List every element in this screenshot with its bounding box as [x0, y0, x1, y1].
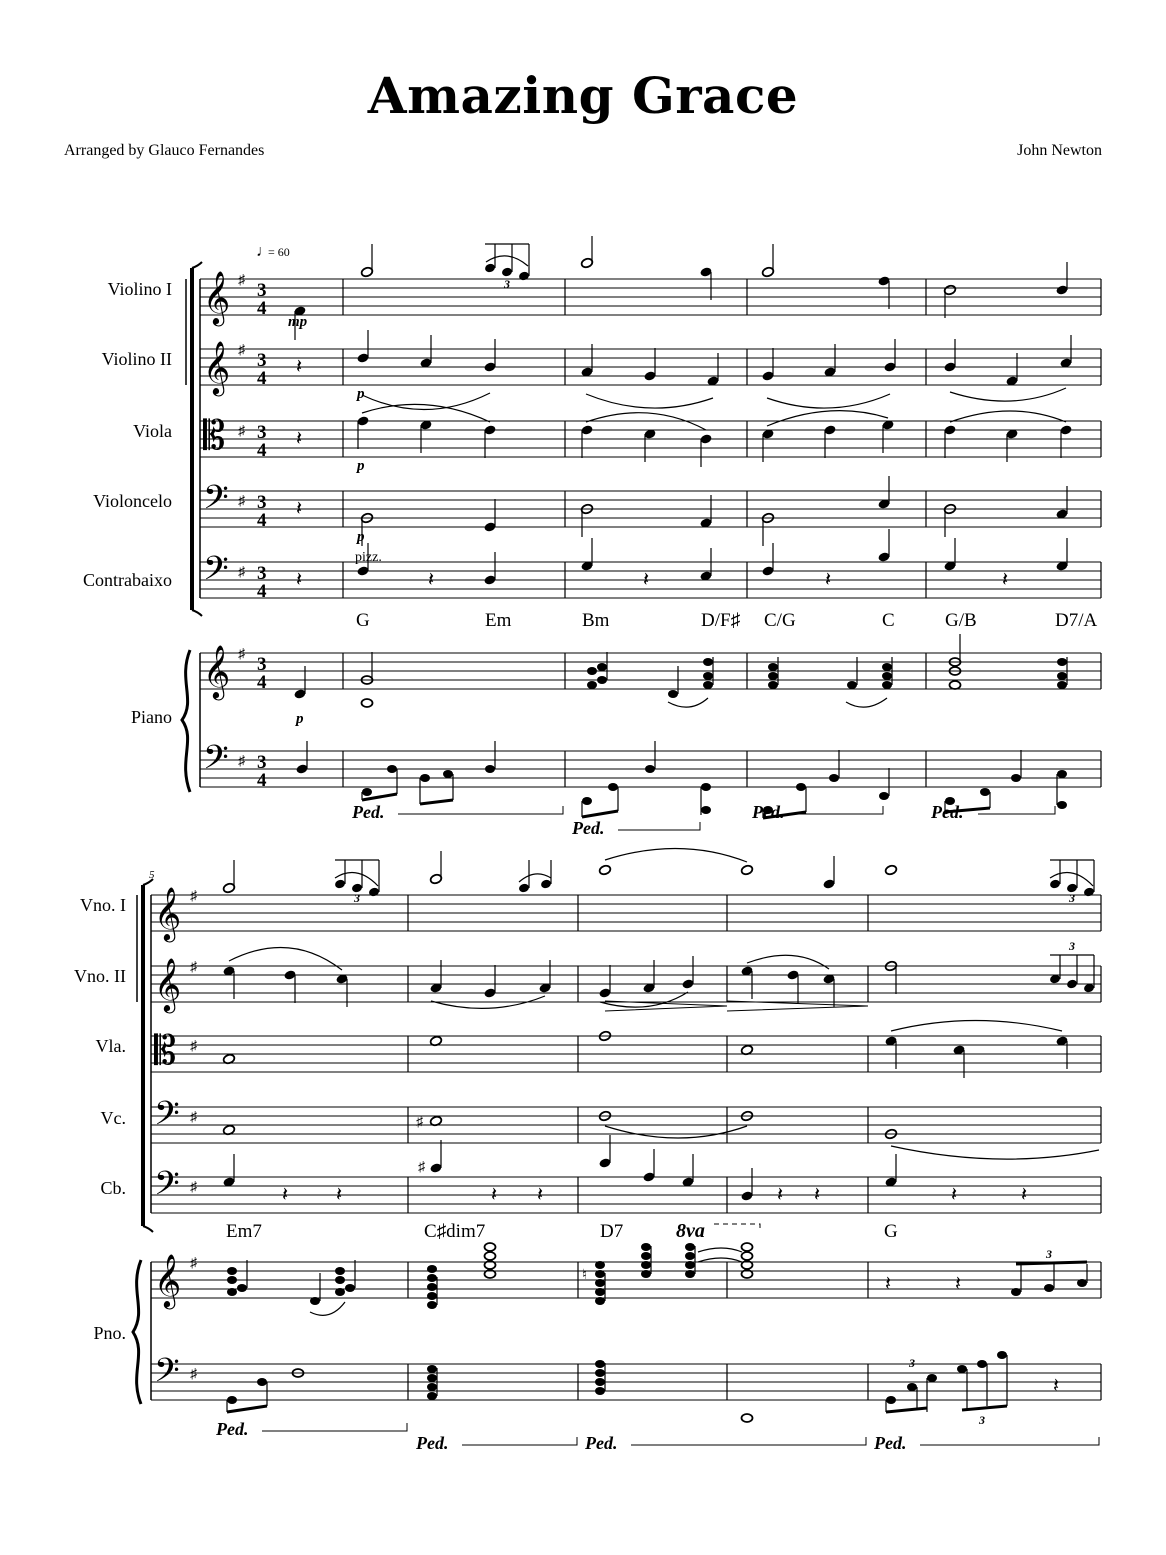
treble-clef-icon: 𝄞: [203, 342, 231, 393]
pedal-mark: Ped.: [874, 1433, 907, 1453]
bass-clef-icon: 𝄢: [154, 1165, 180, 1210]
time-sig-bottom: 4: [257, 440, 267, 461]
pedal-mark: Ped.: [416, 1433, 449, 1453]
quarter-rest-icon: 𝄽: [825, 569, 832, 591]
time-sig-top: 3: [257, 492, 267, 513]
tempo-marking: = 60: [268, 245, 290, 259]
stems-system-2: [227, 851, 1094, 1412]
sharp-icon: ♯: [238, 273, 245, 288]
sharp-icon: ♯: [190, 1039, 197, 1054]
sharp-icon: ♯: [190, 960, 197, 975]
natural-icon: ♮: [582, 1268, 588, 1283]
time-sig-top: 3: [257, 280, 267, 301]
quarter-rest-icon: 𝄽: [296, 569, 303, 591]
staff-short-viola: Vla.: [95, 1036, 126, 1056]
quarter-rest-icon: 𝄽: [1053, 1375, 1060, 1397]
ottava-bracket: [714, 1224, 760, 1232]
quarter-rest-icon: 𝄽: [491, 1184, 498, 1206]
noteheads-filled-system-2: [222, 878, 1095, 1404]
ottava-marking: 8va: [676, 1220, 705, 1242]
time-sig-bottom: 4: [257, 510, 267, 531]
arranger-credit: Arranged by Glauco Fernandes: [64, 142, 265, 159]
alto-clef-icon: 𝄡: [203, 413, 226, 458]
piano-brace: [133, 1260, 141, 1404]
sharp-icon: ♯: [190, 1180, 197, 1195]
staff-name-viola: Viola: [133, 421, 172, 441]
sharp-icon: ♯: [190, 1110, 197, 1125]
quarter-rest-icon: 𝄽: [951, 1184, 958, 1206]
staff-short-cello: Vc.: [100, 1108, 126, 1128]
pizz-marking: pizz.: [355, 550, 382, 565]
chord-symbol: C/G: [764, 610, 796, 631]
quarter-rest-icon: 𝄽: [282, 1184, 289, 1206]
sharp-icon: ♯: [238, 565, 245, 580]
chord-symbol: D7: [600, 1221, 624, 1242]
sharp-icon: ♯: [238, 343, 245, 358]
sharp-icon: ♯: [238, 424, 245, 439]
chord-symbol: G: [356, 610, 370, 631]
quarter-rest-icon: 𝄽: [1002, 569, 1009, 591]
tuplet-number: 3: [1046, 1247, 1052, 1261]
time-sig-top: 3: [257, 654, 267, 675]
sharp-icon: ♯: [190, 889, 197, 904]
key-signatures-system-2: [190, 889, 198, 1382]
sharp-icon: ♯: [418, 1160, 425, 1175]
treble-clef-icon: 𝄞: [154, 888, 182, 939]
tuplet-number: 3: [1069, 939, 1075, 953]
tuplet-number: 3: [354, 891, 360, 905]
key-signatures-system-1: [238, 273, 246, 769]
time-sig-top: 3: [257, 422, 267, 443]
staff-name-piano: Piano: [130, 707, 172, 727]
tuplet-number: 3: [1069, 891, 1075, 905]
slurs-system-2: [229, 848, 1099, 1315]
bass-clef-icon: 𝄢: [154, 1095, 180, 1140]
quarter-rest-icon: 𝄽: [296, 498, 303, 520]
tuplet-number: 3: [504, 277, 510, 291]
bass-clef-icon: 𝄢: [203, 739, 229, 784]
rests-system-2: [282, 1184, 1059, 1397]
chord-symbol: Bm: [582, 610, 610, 631]
noteheads-filled-system-1: [293, 263, 1072, 814]
dynamic-violin2: p: [357, 386, 365, 402]
pedal-mark: Ped.: [216, 1419, 249, 1439]
chord-symbol: Em: [485, 610, 512, 631]
time-sig-bottom: 4: [257, 581, 267, 602]
chord-symbol: Em7: [226, 1221, 262, 1242]
time-sig-top: 3: [257, 752, 267, 773]
staff-name-bass: Contrabaixo: [83, 570, 172, 590]
pedal-mark: Ped.: [352, 802, 385, 822]
sharp-icon: ♯: [190, 1367, 197, 1382]
pedal-mark: Ped.: [585, 1433, 618, 1453]
chord-symbol: G: [884, 1221, 898, 1242]
bass-clef-icon: 𝄢: [203, 479, 229, 524]
accidentals-system-2: [416, 1115, 587, 1283]
staff-short-violin1: Vno. I: [80, 895, 126, 915]
staff-name-violin1: Violino I: [107, 279, 172, 299]
staff-lines-system-2: [151, 895, 1101, 1400]
tuplet-number: 3: [909, 1356, 915, 1370]
dynamic-viola: p: [357, 458, 365, 474]
measure-number: 5: [149, 869, 155, 881]
staff-short-violin2: Vno. II: [74, 966, 126, 986]
staff-name-violin2: Violino II: [101, 349, 172, 369]
quarter-rest-icon: 𝄽: [428, 569, 435, 591]
noteheads-hollow-system-1: [360, 257, 960, 707]
chord-symbol: G/B: [945, 610, 977, 631]
pedal-marks-system-1: [351, 802, 963, 838]
staff-short-piano: Pno.: [93, 1323, 126, 1343]
tuplet-number: 3: [979, 1413, 985, 1427]
treble-clef-icon: 𝄞: [203, 272, 231, 323]
chord-symbol: C♯dim7: [424, 1221, 486, 1242]
pedal-mark: Ped.: [752, 802, 785, 822]
chord-symbol: D/F♯: [701, 610, 741, 631]
sharp-icon: ♯: [238, 494, 245, 509]
quarter-rest-icon: 𝄽: [296, 356, 303, 378]
pedal-marks-system-2: [215, 1419, 906, 1453]
rests-system-1: [296, 356, 1008, 591]
pedal-mark: Ped.: [572, 818, 605, 838]
staff-lines-system-1: [200, 279, 1101, 787]
time-sig-bottom: 4: [257, 368, 267, 389]
staff-short-bass: Cb.: [100, 1178, 126, 1198]
quarter-rest-icon: 𝄽: [537, 1184, 544, 1206]
treble-clef-icon: 𝄞: [154, 1255, 182, 1306]
tempo-note: ♩: [256, 243, 272, 260]
piano-brace: [182, 650, 190, 792]
chord-symbols-system-2: [226, 1221, 898, 1242]
quarter-rest-icon: 𝄽: [814, 1184, 821, 1206]
quarter-rest-icon: 𝄽: [955, 1273, 962, 1295]
chord-symbols-system-1: [356, 610, 1098, 631]
dynamic-violin1: mp: [288, 314, 308, 330]
pedal-mark: Ped.: [931, 802, 964, 822]
chord-symbol: C: [882, 610, 895, 631]
quarter-rest-icon: 𝄽: [777, 1184, 784, 1206]
quarter-rest-icon: 𝄽: [296, 428, 303, 450]
clefs-system-2: [154, 887, 181, 1397]
dynamic-cello: p: [357, 529, 365, 545]
quarter-rest-icon: 𝄽: [1021, 1184, 1028, 1206]
pedal-lines-system-2: [262, 1423, 1099, 1445]
quarter-rest-icon: 𝄽: [643, 569, 650, 591]
piece-title: Amazing Grace: [367, 66, 799, 125]
treble-clef-icon: 𝄞: [203, 646, 231, 697]
sharp-icon: ♯: [190, 1256, 197, 1271]
tuplets-system-2: [353, 891, 1075, 1427]
system-2: [74, 848, 1101, 1453]
treble-clef-icon: 𝄞: [154, 959, 182, 1010]
sharp-icon: ♯: [238, 754, 245, 769]
bass-clef-icon: 𝄢: [154, 1352, 180, 1397]
time-sig-top: 3: [257, 563, 267, 584]
time-sig-bottom: 4: [257, 672, 267, 693]
chord-symbol: D7/A: [1055, 610, 1098, 631]
sharp-icon: ♯: [416, 1115, 423, 1130]
barlines-system-2: [408, 895, 1101, 1400]
sharp-icon: ♯: [238, 647, 245, 662]
staff-name-cello: Violoncelo: [93, 491, 172, 511]
quarter-rest-icon: 𝄽: [336, 1184, 343, 1206]
system-1: [83, 236, 1101, 838]
barlines-system-1: [343, 279, 1101, 787]
time-sig-bottom: 4: [257, 298, 267, 319]
bass-clef-icon: 𝄢: [203, 550, 229, 595]
time-sig-top: 3: [257, 350, 267, 371]
alto-clef-icon: 𝄡: [154, 1028, 177, 1073]
quarter-rest-icon: 𝄽: [885, 1273, 892, 1295]
composer-credit: John Newton: [1017, 142, 1102, 159]
dynamic-piano: p: [296, 711, 304, 727]
time-signatures-system-1: [257, 280, 267, 791]
time-sig-bottom: 4: [257, 770, 267, 791]
